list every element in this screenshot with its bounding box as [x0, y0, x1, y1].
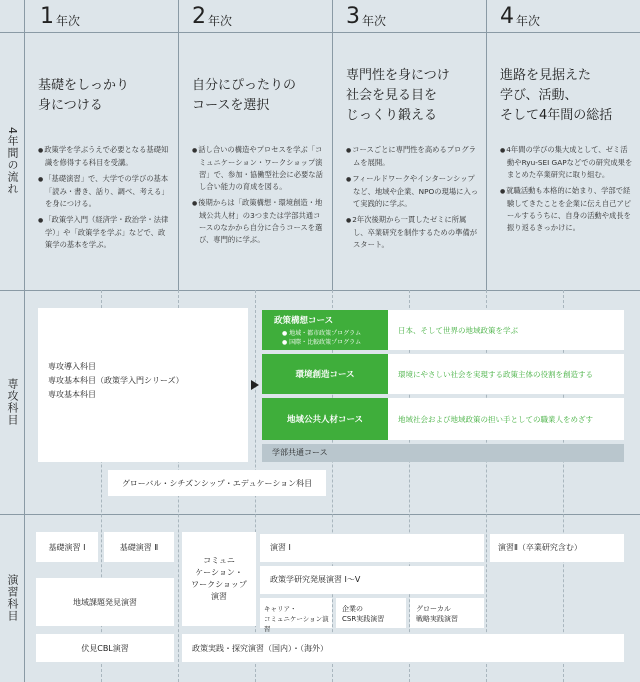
- course-box-chiiki: 地域公共人材コース: [262, 398, 388, 440]
- arrow-right-icon: [248, 378, 262, 392]
- column-bullets-3: [346, 144, 480, 255]
- header-divider: [0, 32, 640, 33]
- list-item: ● 「基礎演習」で、大学での学びの基本「読み・書き、話り、調べ、考える」を身につける。: [38, 173, 172, 210]
- major-intro-box: 専攻導入科目 専攻基本科目（政策学入門シリーズ） 専攻基本科目: [38, 308, 248, 462]
- list-item: ● 就職活動も本格的に始まり、学部で経験してきたことを企業に伝え自己アピールするうちに、自身の活動や成長を振り返るきっかけに。: [500, 185, 634, 234]
- list-item: ● 2年次後期から一貫したゼミに所属し、卒業研究を制作するための準備がスタート。: [346, 214, 480, 251]
- list-item: ● 政策学を学ぶうえで必要となる基礎知識を修得する科目を受講。: [38, 144, 172, 169]
- flow-divider: [0, 290, 640, 291]
- seminar-career: キャリア・ コミュニケーション演習: [260, 598, 332, 628]
- course-desc-kankyo: 環境にやさしい社会を実現する政策主体の役割を創造する: [398, 370, 593, 379]
- list-item: ● コースごとに専門性を高めるプログラムを展開。: [346, 144, 480, 169]
- global-citizenship-box: グローバル・シチズンシップ・エデュケーション科目: [108, 470, 326, 496]
- column-bullets-2: [192, 144, 326, 250]
- seminar-enshu1: 演習 Ⅰ: [260, 534, 484, 562]
- col-divider-3: [486, 0, 487, 290]
- seminar-kiso2: 基礎演習 Ⅱ: [104, 532, 174, 562]
- list-item: ● 「政策学入門（経済学・政治学・法律学）」や「政策学を学ぶ」などで、政策学の基本を学ぶ。: [38, 214, 172, 251]
- year-header-3: 3 年次: [346, 4, 387, 29]
- col-divider-2: [332, 0, 333, 290]
- year-header-1: 1 年次: [40, 4, 81, 29]
- column-heading-2: 自分にぴったりの コースを選択: [192, 78, 297, 113]
- seminar-fushimi: 伏見CBL演習: [36, 634, 174, 662]
- course-box-kankyo: 環境創造コース: [262, 354, 388, 394]
- list-item: ● フィールドワークやインターンシップなど、地域や企業、NPOの現場に入って実践的に学ぶ。: [346, 173, 480, 210]
- seminar-communication: コミュニ ケーション・ ワークショップ 演習: [182, 532, 256, 626]
- seminar-enshu2: 演習Ⅱ（卒業研究含む）: [490, 534, 624, 562]
- seminar-kiso1: 基礎演習 Ⅰ: [36, 532, 98, 562]
- year-header-2: 2 年次: [192, 4, 233, 29]
- side-label-seminar: 演習科目: [6, 574, 19, 622]
- side-label-flow: 4年間の流れ: [6, 127, 19, 195]
- list-item: ● 4年間の学びの集大成として、ゼミ活動やRyu-SEI GAPなどでの研究成果をまとめた卒業研究に取り組む。: [500, 144, 634, 181]
- column-bullets-1: [38, 144, 172, 255]
- course-desc-seisaku: 日本、そして世界の地域政策を学ぶ: [398, 326, 518, 335]
- side-divider: [24, 0, 25, 682]
- seminar-jissen: 政策実践・探究演習（国内）・（海外）: [182, 634, 624, 662]
- year-header-4: 4 年次: [500, 4, 541, 29]
- column-bullets-4: [500, 144, 634, 238]
- list-item: ● 後期からは「政策構想・環境創造・地域公共人材」の3つまたは学部共通コースのなかから自分に合うコースを選び、専門的に学ぶ。: [192, 197, 326, 246]
- column-heading-4: 進路を見据えた 学び、活動、 そして4年間の総括: [500, 68, 613, 123]
- common-course-bar: 学部共通コース: [262, 444, 624, 462]
- seminar-csr: 企業の CSR実践演習: [336, 598, 406, 628]
- list-item: ● 話し合いの構造やプロセスを学ぶ「コミュニケーション・ワークショップ演習」で、参加・協働型社会に必要な話し合い能力の育成を図る。: [192, 144, 326, 193]
- seminar-hatten: 政策学研究発展演習 Ⅰ～Ⅴ: [260, 566, 484, 594]
- seminar-chiiki: 地域課題発見演習: [36, 578, 174, 626]
- side-label-major: 専攻科目: [6, 378, 19, 426]
- col-divider-1: [178, 0, 179, 290]
- column-heading-1: 基礎をしっかり 身につける: [38, 78, 130, 113]
- column-heading-3: 専門性を身につけ 社会を見る目を じっくり鍛える: [346, 68, 450, 123]
- major-divider: [0, 514, 640, 515]
- seminar-global-senryaku: グローカル 戦略実践演習: [410, 598, 484, 628]
- course-box-seisaku: 政策構想コース ● 地域・都市政策プログラム ● 国際・比較政策プログラム: [262, 310, 388, 350]
- course-desc-chiiki: 地域社会および地域政策の担い手としての職業人をめざす: [398, 415, 593, 424]
